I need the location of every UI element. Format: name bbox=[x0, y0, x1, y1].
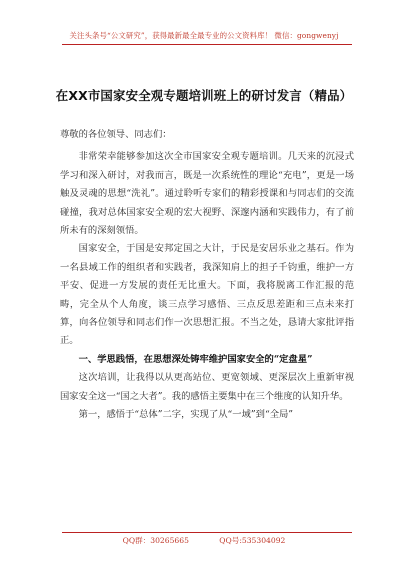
salutation: 尊敬的各位领导、同志们： bbox=[60, 129, 172, 140]
document-body bbox=[60, 120, 354, 425]
paragraph-training: 这次培训，让我得以从更高站位、更宽领域、更深层次上重新审视国家安全这一“国之大者”。我的感悟主要集中在三个维度的认知升华。 bbox=[60, 372, 354, 402]
footer-contact: QQ群：30265665 QQ号:535304092 bbox=[122, 536, 286, 545]
paragraph-security: 国家安全，于国是安邦定国之大计，于民是安居乐业之基石。作为一名县域工作的组织者和实践者，我深知肩上的担子千钧重，维护一方平安、促进一方发展的责任无比重大。下面，我将脱离工作汇报的范畴，完全从个人角度，谈三点学习感悟、三点反思差距和三点未来打算，向各位领导和同志们作一次思想汇报。不当之处，恳请大家批评指正。 bbox=[60, 243, 354, 347]
paragraph-first-point: 第一，感悟于“总体”二字，实现了从“一域”到“全局” bbox=[78, 409, 294, 421]
section-heading-1: 一、学思践悟，在思想深处铸牢维护国家安全的“定盘星” bbox=[78, 353, 313, 365]
header-divider bbox=[62, 44, 352, 45]
paragraph-intro: 非常荣幸能够参加这次全市国家安全观专题培训。几天来的沉浸式学习和深入研讨，对我而言，既是一次系统性的理论“充电”，更是一场触及灵魂的思想“洗礼”。通过聆听专家们的精彩授课和与同志们的交流碰撞，我对总体国家安全观的宏大视野、深邃内涵和实践伟力，有了前所未有的深刻领悟。 bbox=[60, 151, 354, 237]
document-title: 在XX市国家安全观专题培训班上的研讨发言（精品） bbox=[55, 88, 353, 103]
header-notice: 关注头条号“公文研究”，获得最新最全最专业的公文资料库！ 微信：gongwenyj bbox=[69, 31, 339, 40]
footer-divider bbox=[62, 532, 352, 533]
